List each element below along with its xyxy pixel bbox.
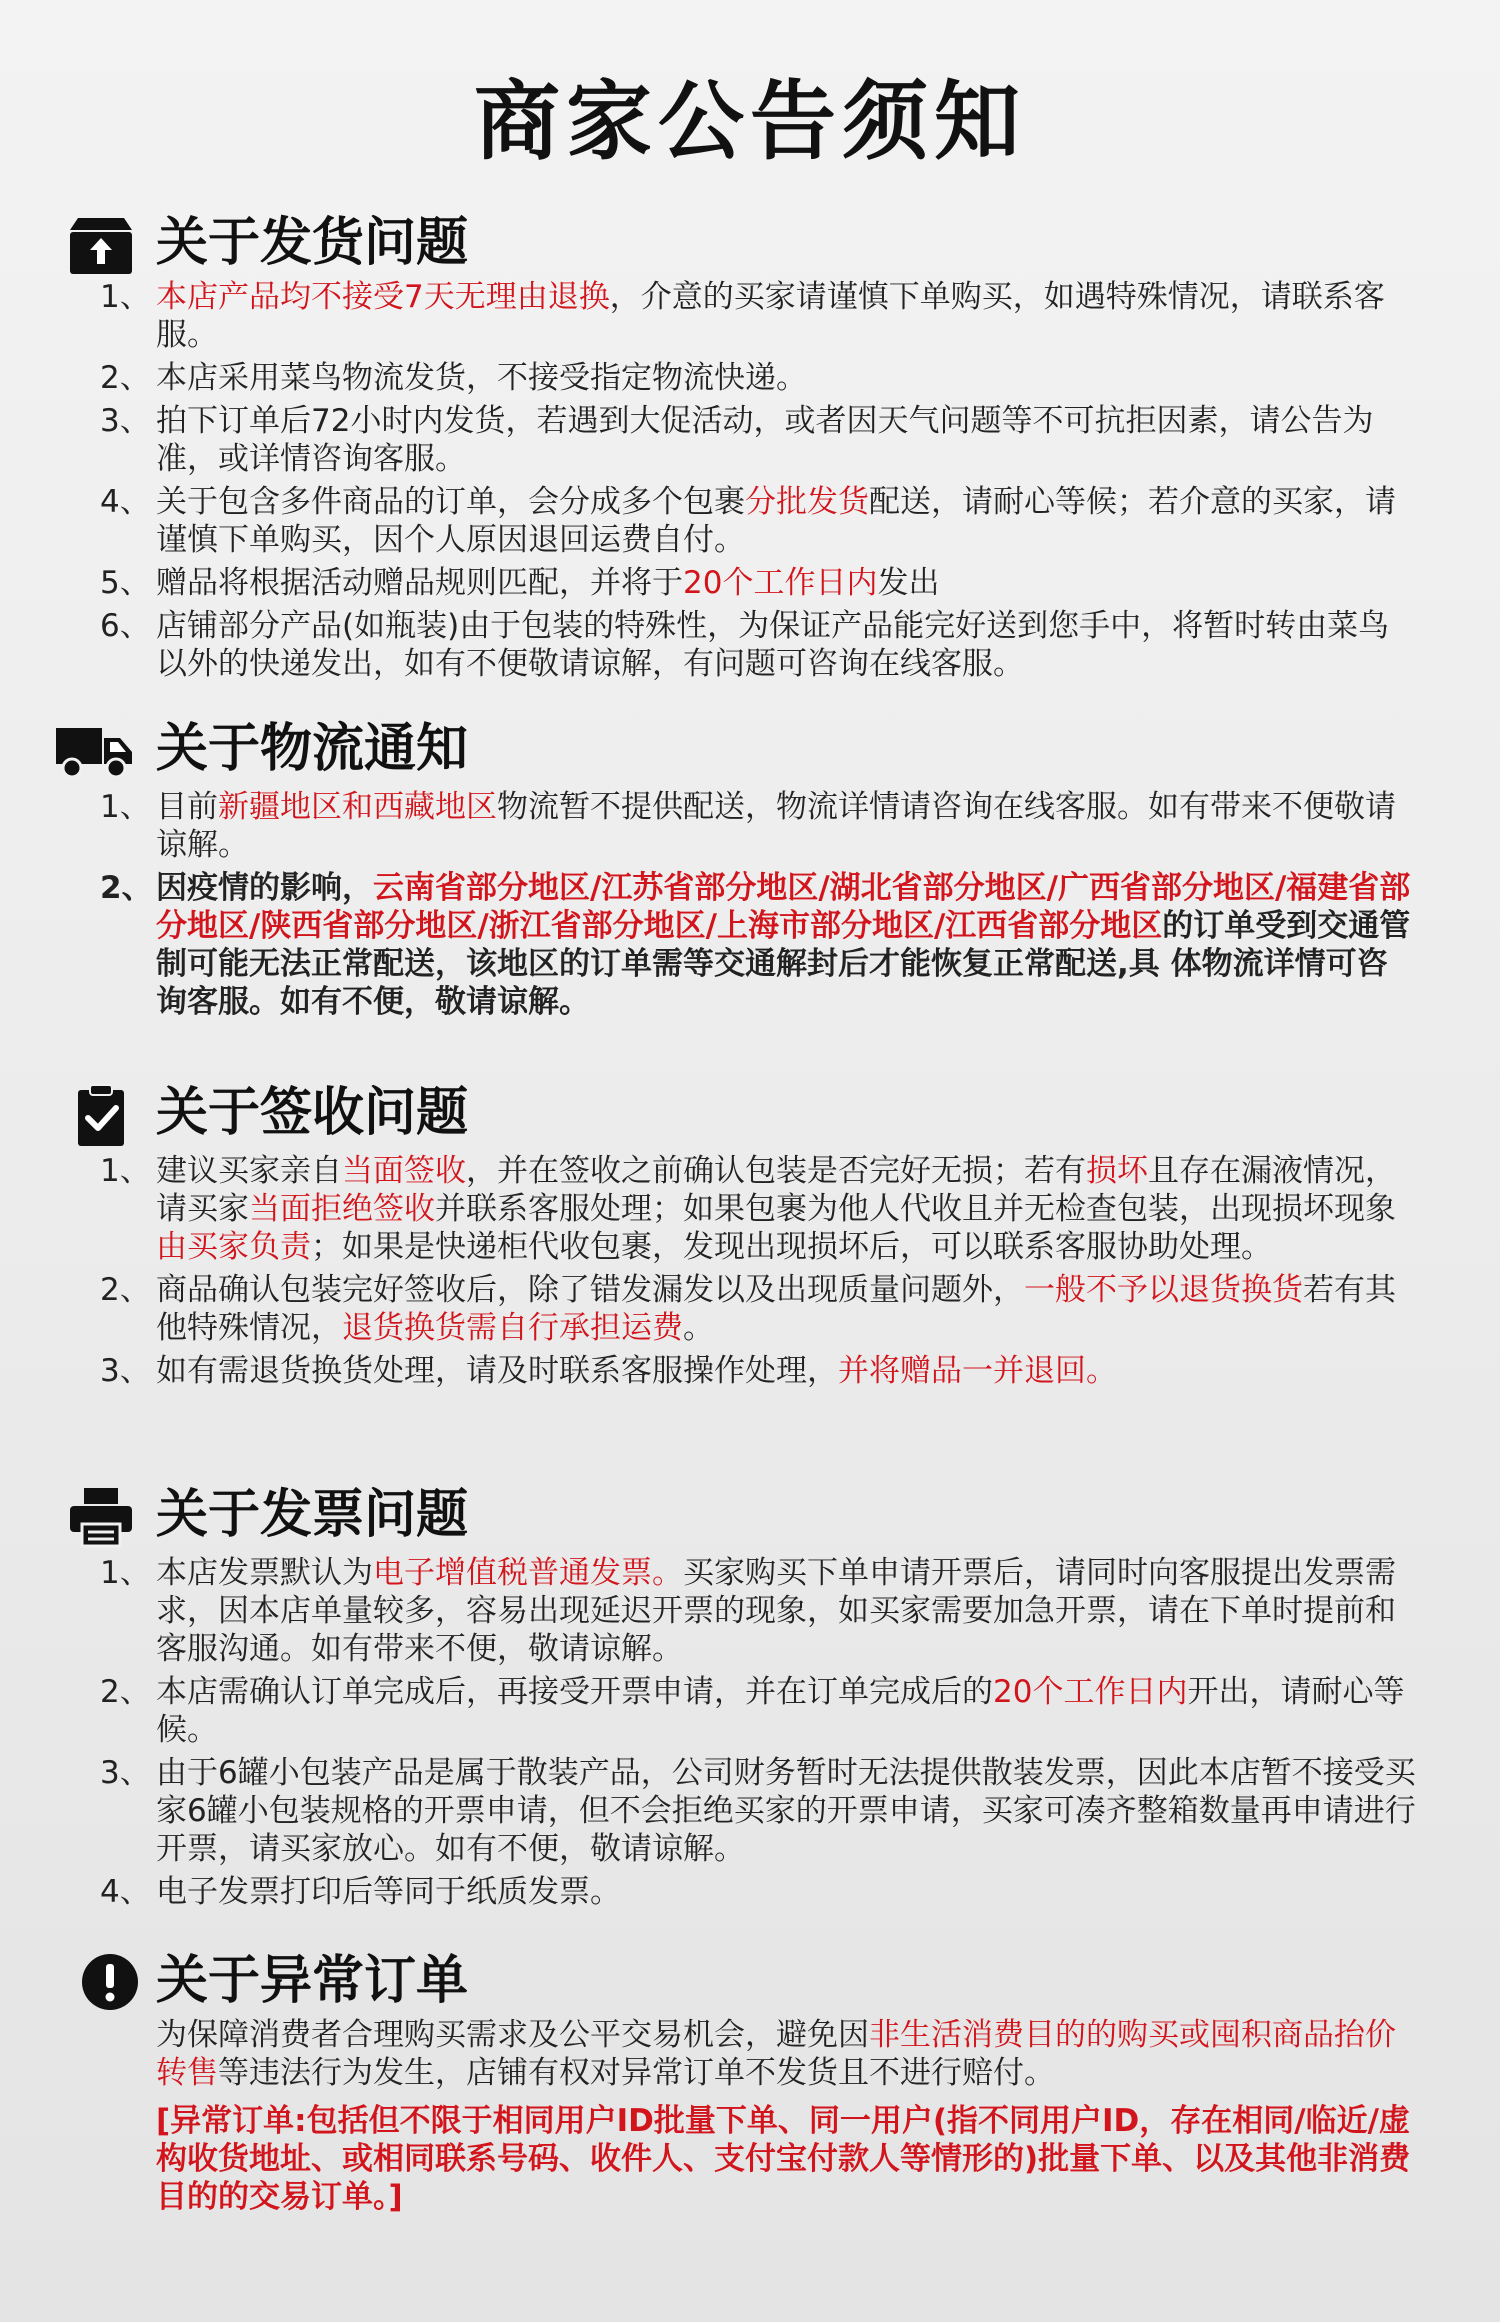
item-number: 3、 [100,1353,151,1389]
item-number: 6、 [100,608,151,644]
item-number: 1、 [100,279,151,315]
list-item [0,359,1416,397]
body-text: 商品确认包装完好签收后，除了错发漏发以及出现质量问题外， [156,1272,1024,1308]
body-text: 如有需退货换货处理，请及时联系客服操作处理， [156,1353,838,1389]
body-text: 若有其他特殊情况， [156,1272,1396,1346]
item-number: 1、 [100,1153,151,1189]
body-text: 本店发票默认为 [156,1555,373,1591]
section-title: 关于发货问题 [156,213,469,273]
body-text: ；如果是快递柜代收包裹，发现出现损坏后，可以联系客服协助处理。 [311,1229,1272,1265]
paragraph-list [0,2016,1500,2226]
item-number: 3、 [100,1755,151,1791]
list-item [0,1754,1416,1868]
list-item [0,564,1416,602]
section-header [0,1078,1500,1148]
list-item [0,402,1416,478]
highlight-text: 20个工作日内 [993,1674,1188,1710]
body-text: 物流暂不提供配送，物流详情请咨询在线客服。如有带来不便敬请谅解。 [156,789,1396,863]
body-text: 关于包含多件商品的订单，会分成多个包裹 [156,484,745,520]
item-list [0,1554,1500,1916]
body-text: 等违法行为发生，店铺有权对异常订单不发货且不进行赔付。 [218,2055,1055,2091]
body-text: 赠品将根据活动赠品规则匹配，并将于 [156,565,683,601]
section-header [0,1946,1500,2016]
item-list [0,1152,1500,1395]
truck-icon [54,720,134,782]
highlight-text: 非生活消费目的的购买或囤积商品抬价转售 [156,2017,1396,2091]
list-item [0,869,1416,1021]
highlight-text: 本店产品均不接受7天无理由退换 [156,279,610,315]
body-text: 电子发票打印后等同于纸质发票。 [156,1874,621,1910]
item-list [0,788,1500,1026]
item-number: 5、 [100,565,151,601]
item-number: 1、 [100,1555,151,1591]
paragraph [0,2102,1416,2216]
section-title: 关于签收问题 [156,1083,469,1143]
highlight-text: 并将赠品一并退回。 [838,1353,1117,1389]
body-text: 发出 [877,565,940,601]
body-text: 开出，请耐心等候。 [156,1674,1405,1748]
body-text: ，并在签收之前确认包装是否完好无损；若有 [466,1153,1086,1189]
page-title: 商家公告须知 [474,72,1026,172]
body-text: 配送，请耐心等候；若介意的买家，请谨慎下单购买，因个人原因退回运费自付。 [156,484,1396,558]
item-number: 2、 [100,360,151,396]
item-number: 4、 [100,484,151,520]
highlight-text: 一般不予以退货换货 [1024,1272,1303,1308]
item-number: 2、 [100,870,153,906]
section-header [0,208,1500,278]
highlight-text: 当面拒绝签收 [249,1191,435,1227]
highlight-text: 损坏 [1086,1153,1148,1189]
highlight-text: 新疆地区和西藏地区 [218,789,497,825]
clipboard-check-icon [68,1084,134,1146]
body-text: 且存在漏液情况，请买家 [156,1153,1396,1227]
highlight-text: 当面签收 [342,1153,466,1189]
body-text: 。 [683,1310,714,1346]
body-text: 因疫情的影响， [156,870,373,906]
body-text: 建议买家亲自 [156,1153,342,1189]
body-text: 买家购买下单申请开票后，请同时向客服提出发票需求，因本店单量较多，容易出现延迟开票的现象，如买家需要加急开票，请在下单时提前和客服沟通。如有带来不便，敬请谅解。 [156,1555,1396,1667]
printer-icon [68,1486,134,1548]
item-list [0,278,1500,688]
list-item [0,1873,1416,1911]
body-text: 拍下订单后72小时内发货，若遇到大促活动，或者因天气问题等不可抗拒因素，请公告为准，或详情咨询客服。 [156,403,1374,477]
list-item [0,1352,1416,1390]
body-text: 由于6罐小包装产品是属于散装产品，公司财务暂时无法提供散装发票，因此本店暂不接受买家6罐小包装规格的开票申请，但不会拒绝买家的开票申请，买家可凑齐整箱数量再申请进行开票，请买家放心。如有不便，敬请谅解。 [156,1755,1416,1867]
list-item [0,1554,1416,1668]
item-number: 3、 [100,403,151,439]
body-text: 店铺部分产品(如瓶装)由于包装的特殊性，为保证产品能完好送到您手中，将暂时转由菜鸟以外的快递发出，如有不便敬请谅解，有问题可咨询在线客服。 [156,608,1390,682]
item-number: 4、 [100,1874,151,1910]
body-text: 的订单受到交通管制可能无法正常配送，该地区的订单需等交通解封后才能恢复正常配送,具 体物流详情可咨询客服。如有不便，敬请谅解。 [156,908,1411,1020]
list-item [0,607,1416,683]
list-item [0,1271,1416,1347]
list-item [0,1152,1416,1266]
list-item [0,1673,1416,1749]
list-item [0,278,1416,354]
highlight-text: 由买家负责 [156,1229,311,1265]
list-item [0,788,1416,864]
package-icon [68,214,134,276]
highlight-text: 电子增值税普通发票。 [373,1555,683,1591]
highlight-text: 20个工作日内 [683,565,878,601]
section-title: 关于异常订单 [156,1951,469,2011]
item-number: 2、 [100,1674,151,1710]
section-title: 关于发票问题 [156,1485,469,1545]
section-header [0,1480,1500,1550]
list-item [0,483,1416,559]
paragraph [0,2016,1416,2092]
body-text: 并联系客服处理；如果包裹为他人代收且并无检查包装，出现损坏现象 [435,1191,1396,1227]
body-text: 本店需确认订单完成后，再接受开票申请，并在订单完成后的 [156,1674,993,1710]
highlight-text: [异常订单:包括但不限于相同用户ID批量下单、同一用户(指不同用户ID，存在相同/临近/虚构收货地址、或相同联系号码、收件人、支付宝付款人等情形的)批量下单、以及其他非消费目的的交易订单。] [156,2103,1411,2215]
body-text: 为保障消费者合理购买需求及公平交易机会，避免因 [156,2017,869,2053]
highlight-text: 分批发货 [745,484,869,520]
section-title: 关于物流通知 [156,719,469,779]
highlight-text: 云南省部分地区/江苏省部分地区/湖北省部分地区/广西省部分地区/福建省部分地区/陕西省部分地区/浙江省部分地区/上海市部分地区/江西省部分地区 [156,870,1411,944]
item-number: 1、 [100,789,151,825]
body-text: 本店采用菜鸟物流发货，不接受指定物流快递。 [156,360,807,396]
highlight-text: 退货换货需自行承担运费 [342,1310,683,1346]
body-text: ，介意的买家请谨慎下单购买，如遇特殊情况，请联系客服。 [156,279,1385,353]
item-number: 2、 [100,1272,151,1308]
body-text: 目前 [156,789,218,825]
section-header [0,714,1500,784]
exclamation-icon [80,1952,140,2014]
